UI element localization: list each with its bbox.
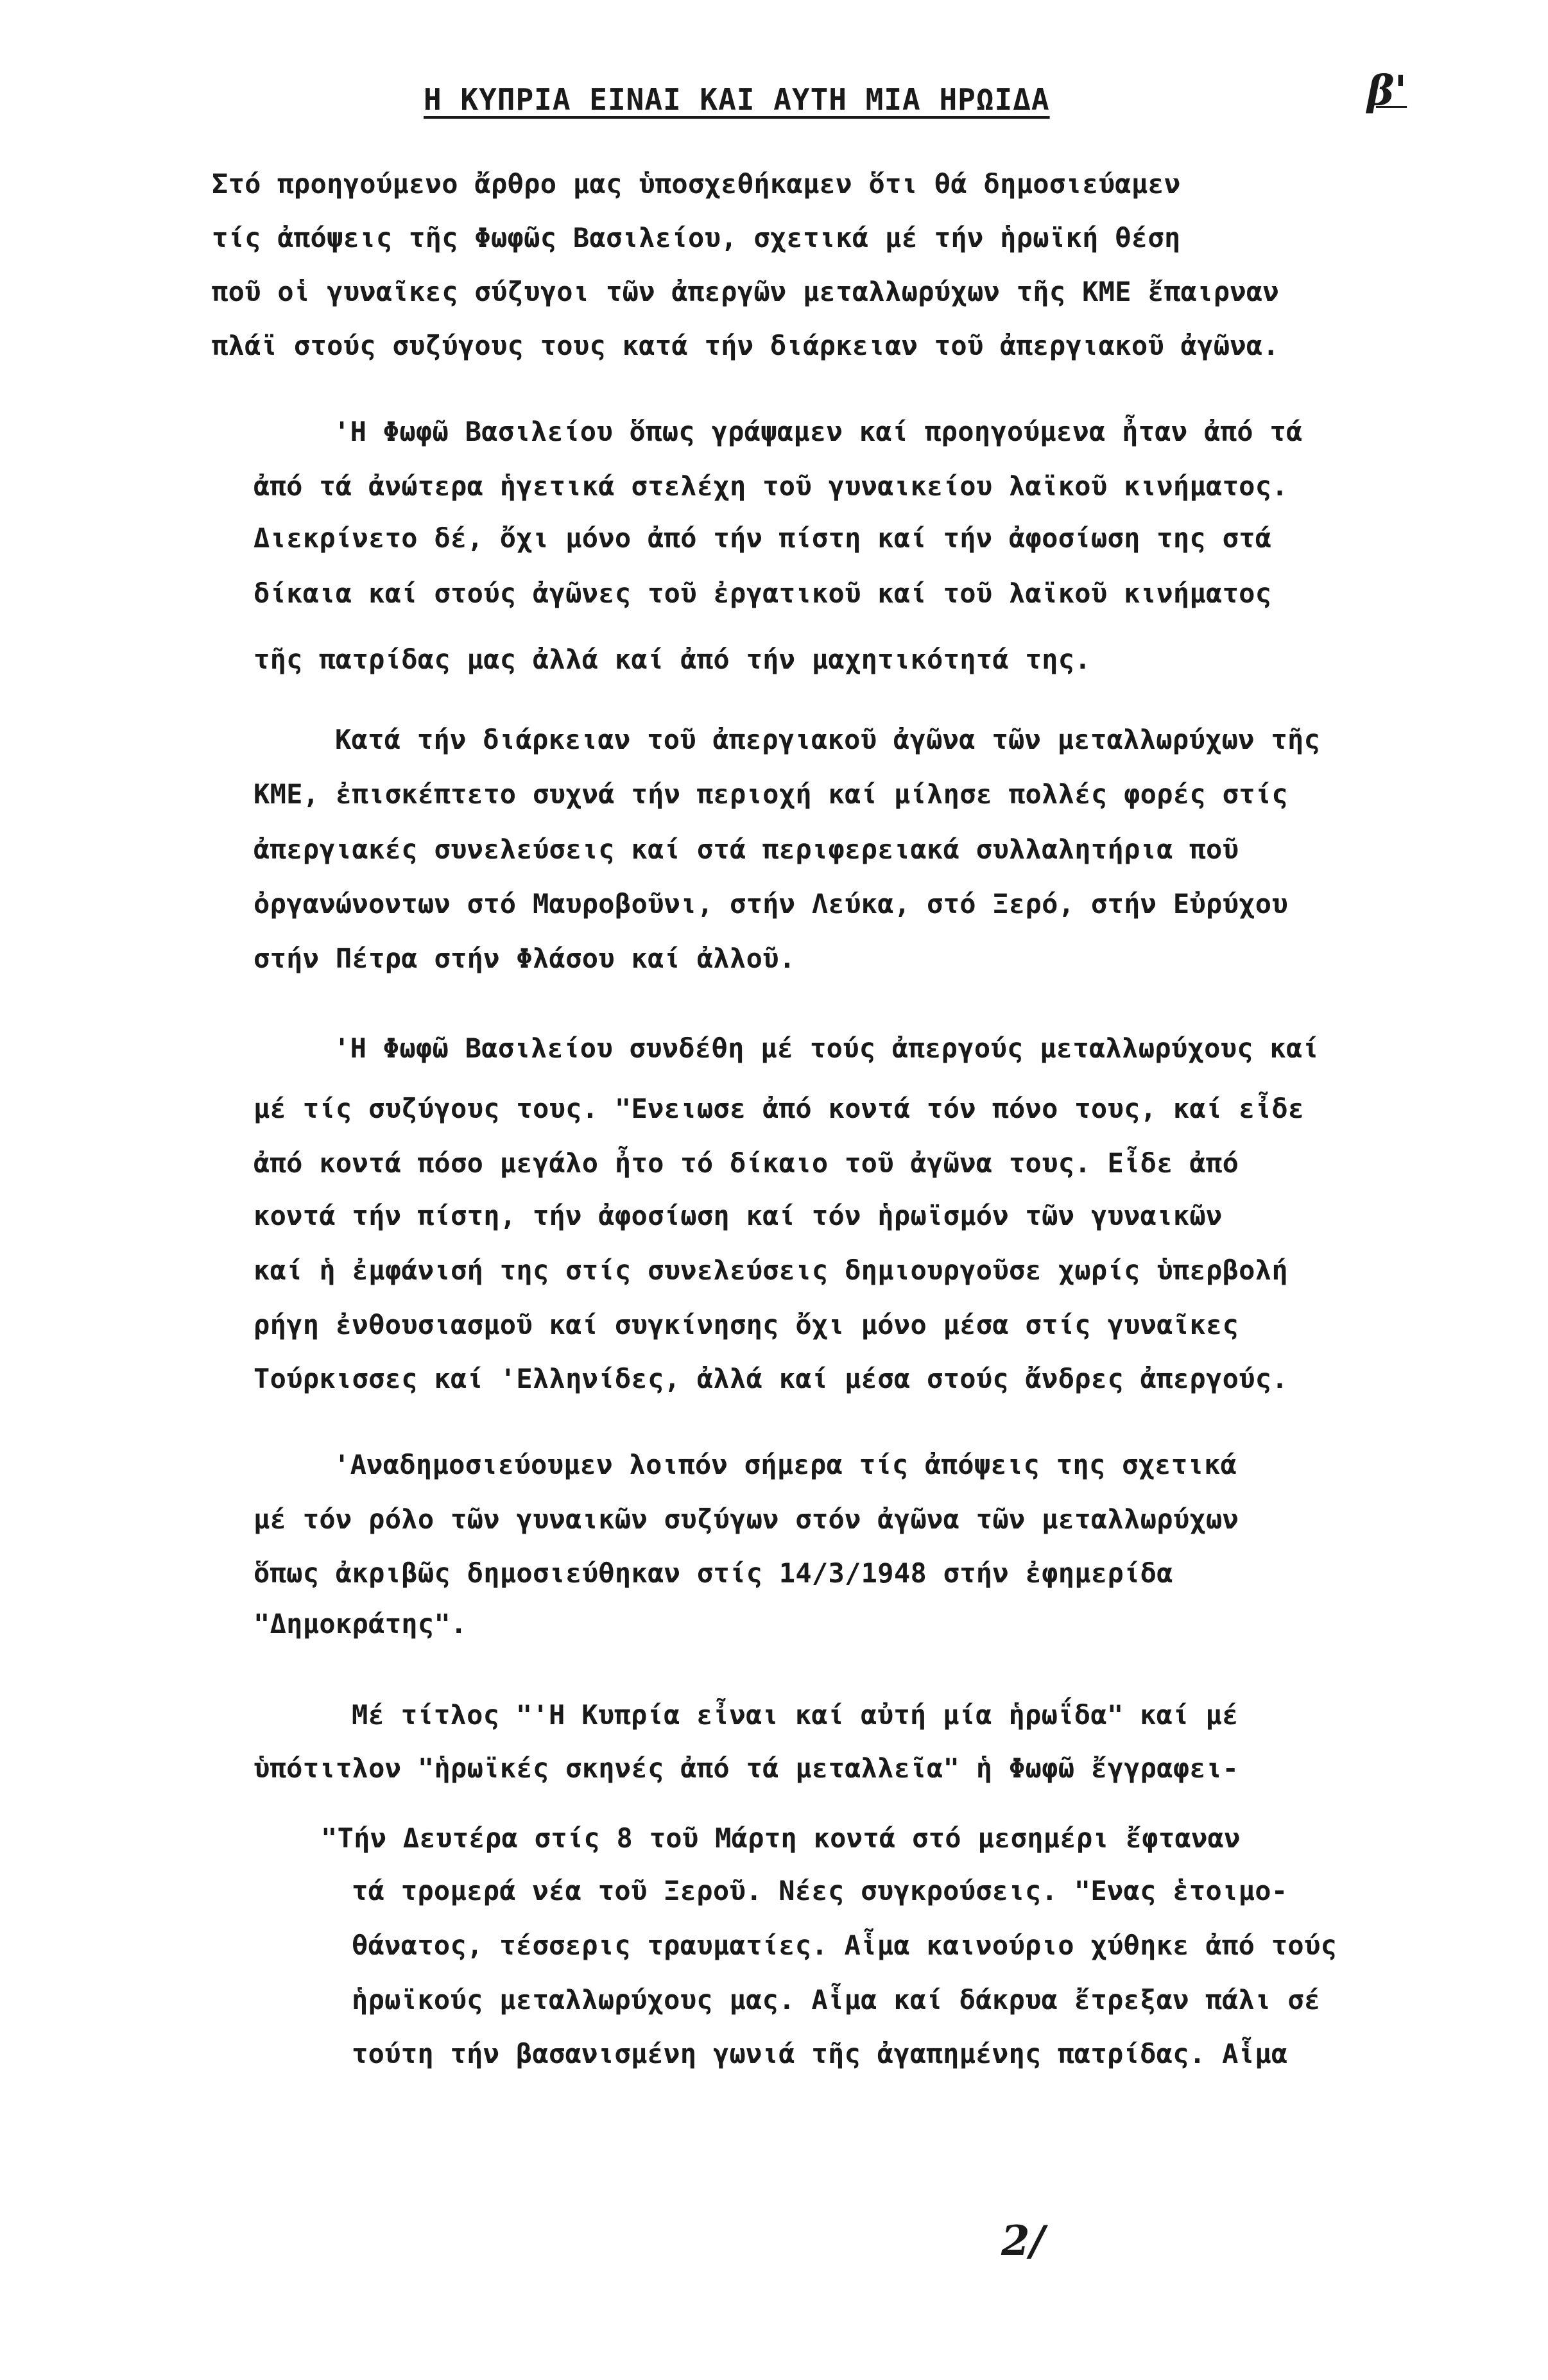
paragraph-2-line-2: ἀπό τά ἀνώτερα ἡγετικά στελέχη τοῦ γυναικείου λαϊκοῦ κινήματος.: [254, 470, 1288, 502]
paragraph-5-line-2: μέ τόν ρόλο τῶν γυναικῶν συζύγων στόν ἀγῶνα τῶν μεταλλωρύχων: [254, 1503, 1239, 1535]
page-footer-number: 2/: [1001, 2217, 1045, 2265]
paragraph-3-line-3: ἀπεργιακές συνελεύσεις καί στά περιφερειακά συλλαλητήρια ποῦ: [254, 834, 1239, 865]
quote-line-1: "Τήν Δευτέρα στίς 8 τοῦ Μάρτη κοντά στό μεσημέρι ἔφταναν: [321, 1822, 1241, 1854]
paragraph-3-line-5: στήν Πέτρα στήν Φλάσου καί ἀλλοῦ.: [254, 943, 796, 974]
paragraph-4-line-3: ἀπό κοντά πόσο μεγάλο ἦτο τό δίκαιο τοῦ ἀγῶνα τους. Εἶδε ἀπό: [254, 1147, 1239, 1179]
quote-line-3: θάνατος, τέσσερις τραυματίες. Αἷμα καινούριο χύθηκε ἀπό τούς: [352, 1930, 1337, 1961]
paragraph-6-line-1: Μέ τίτλος "'Η Κυπρία εἶναι καί αὐτή μία ἡρωΐδα" καί μέ: [352, 1699, 1239, 1731]
paragraph-2-line-5: τῆς πατρίδας μας ἀλλά καί ἀπό τήν μαχητικότητά της.: [254, 644, 1091, 675]
paragraph-5-line-3: ὅπως ἀκριβῶς δημοσιεύθηκαν στίς 14/3/1948 στήν ἐφημερίδα: [254, 1557, 1173, 1589]
paragraph-4-line-5: καί ἡ ἐμφάνισή της στίς συνελεύσεις δημιουργοῦσε χωρίς ὑπερβολή: [254, 1254, 1288, 1286]
paragraph-1-line-3: ποῦ οἱ γυναῖκες σύζυγοι τῶν ἀπεργῶν μεταλλωρύχων τῆς ΚΜΕ ἔπαιρναν: [212, 276, 1280, 307]
paragraph-3-line-1: Κατά τήν διάρκειαν τοῦ ἀπεργιακοῦ ἀγῶνα τῶν μεταλλωρύχων τῆς: [335, 724, 1321, 755]
paragraph-4-line-4: κοντά τήν πίστη, τήν ἀφοσίωση καί τόν ἡρωϊσμόν τῶν γυναικῶν: [254, 1200, 1223, 1231]
paragraph-2-line-1: 'Η Φωφῶ Βασιλείου ὅπως γράψαμεν καί προηγούμενα ἦταν ἀπό τά: [334, 416, 1303, 447]
quote-line-5: τούτη τήν βασανισμένη γωνιά τῆς ἀγαπημένης πατρίδας. Αἷμα: [352, 2038, 1288, 2069]
paragraph-2-line-3: Διεκρίνετο δέ, ὄχι μόνο ἀπό τήν πίστη καί τήν ἀφοσίωση της στά: [254, 522, 1272, 554]
paragraph-1-line-2: τίς ἀπόψεις τῆς Φωφῶς Βασιλείου, σχετικά μέ τήν ἡρωϊκή θέση: [212, 222, 1181, 253]
paragraph-3-line-2: ΚΜΕ, ἐπισκέπτετο συχνά τήν περιοχή καί μίλησε πολλές φορές στίς: [254, 778, 1288, 810]
paragraph-1-line-4: πλάϊ στούς συζύγους τους κατά τήν διάρκειαν τοῦ ἀπεργιακοῦ ἀγῶνα.: [212, 330, 1280, 361]
document-title: Η ΚΥΠΡΙΑ ΕΙΝΑΙ ΚΑΙ ΑΥΤΗ ΜΙΑ ΗΡΩΙΔΑ: [424, 82, 1050, 117]
paragraph-4-line-1: 'Η Φωφῶ Βασιλείου συνδέθη μέ τούς ἀπεργούς μεταλλωρύχους καί: [334, 1032, 1320, 1064]
paragraph-5-line-4: "Δημοκράτης".: [254, 1608, 467, 1639]
paragraph-3-line-4: ὀργανώνοντων στό Μαυροβοῦνι, στήν Λεύκα, στό Ξερό, στήν Εὐρύχου: [254, 888, 1288, 920]
paragraph-6-line-2: ὑπότιτλον "ἡρωϊκές σκηνές ἀπό τά μεταλλεῖα" ἡ Φωφῶ ἔγγραφει-: [254, 1752, 1239, 1784]
paragraph-4-line-2: μέ τίς συζύγους τους. "Ενειωσε ἀπό κοντά τόν πόνο τους, καί εἶδε: [254, 1093, 1305, 1124]
paragraph-4-line-6: ρήγη ἐνθουσιασμοῦ καί συγκίνησης ὄχι μόνο μέσα στίς γυναῖκες: [254, 1309, 1239, 1340]
paragraph-4-line-7: Τούρκισσες καί 'Ελληνίδες, ἀλλά καί μέσα στούς ἄνδρες ἀπεργούς.: [254, 1363, 1288, 1394]
paragraph-1-line-1: Στό προηγούμενο ἄρθρο μας ὑποσχεθήκαμεν ὅτι θά δημοσιεύαμεν: [212, 168, 1181, 200]
page-marker: β': [1367, 67, 1407, 115]
quote-line-4: ἡρωϊκούς μεταλλωρύχους μας. Αἷμα καί δάκρυα ἔτρεξαν πάλι σέ: [352, 1984, 1321, 2016]
paragraph-5-line-1: 'Αναδημοσιεύουμεν λοιπόν σήμερα τίς ἀπόψεις της σχετικά: [334, 1449, 1237, 1480]
paragraph-2-line-4: δίκαια καί στούς ἀγῶνες τοῦ ἐργατικοῦ καί τοῦ λαϊκοῦ κινήματος: [254, 578, 1272, 609]
quote-line-2: τά τρομερά νέα τοῦ Ξεροῦ. Νέες συγκρούσεις. "Ενας ἑτοιμο-: [352, 1875, 1288, 1906]
